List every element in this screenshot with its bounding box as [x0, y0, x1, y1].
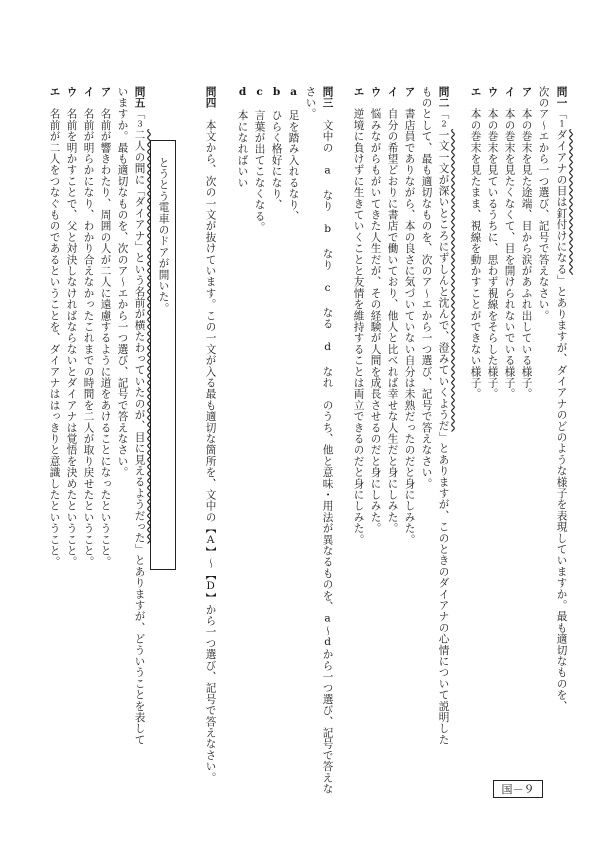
q4-prompt-text: 本文から、次の一文が抜けています。この一文が入る最も適切な箇所を、文中の【A】～【D】から一つ選び、記号で答えなさい。: [204, 119, 217, 784]
q5-option-i-text: 名前が明らかになり、わかり合えなかったこれまでの時間を二人が取り戻せたということ。: [82, 108, 95, 568]
q3-prompt-text: 文中の a なり b なり c なる d なれ のうち、他と意味・用法が異なるものを、a～dから一つ選び、記号で答えな: [321, 119, 334, 795]
q5-prompt-line2: いますか。最も適切なものを、次のア～エから一つ選び、記号で答えなさい。: [116, 86, 129, 478]
q1-ref-number: 1: [557, 119, 567, 130]
q3-option-d: [237, 86, 248, 188]
q1-option-i: [504, 86, 515, 400]
q2-ref-number: 2: [439, 119, 449, 130]
q5-option-i-mark: イ: [82, 86, 95, 98]
q2-quote: 一文一文が深いところにずしんと沈んで、澄みていくようだ: [437, 129, 450, 432]
q1-option-u-mark: ウ: [486, 86, 499, 98]
q1-option-e: [470, 86, 481, 400]
q3-option-c-mark: c: [253, 86, 266, 99]
q1-prompt-text: 」とありますが、ダイアナのどのような様子を表現していますか。最も適切なものを、: [555, 274, 568, 712]
q1-quote: ダイアナの目は釘付けになる: [555, 129, 568, 275]
q3-option-b: [271, 86, 282, 211]
q5-option-a-text: 名前が響きわたり、周囲の人が二人に遠慮するように道をあけることになったということ。: [99, 108, 112, 568]
q2-option-u-text: 悩みながらもがいてきた人生だが、その経験が人間を成長させるのだと身にしみた。: [369, 108, 382, 535]
q2-prompt-text: 」とありますが、このときのダイアナの心情について説明した: [437, 431, 450, 746]
q2-option-e-text: 逆境に負けずに生きていくことと友情を維持することは両立できるのだと身にしみた。: [352, 108, 365, 546]
q3-option-a: [288, 86, 299, 222]
q3-option-c: [254, 86, 265, 233]
q1-option-i-text: 本の巻末を見たくなくて、目を開けられないでいる様子。: [503, 108, 516, 400]
q5-option-i: [83, 86, 94, 568]
q4-label: 問四: [204, 86, 217, 109]
q2-option-a: [404, 86, 415, 545]
q5-option-e: [49, 86, 60, 568]
q4-prompt: [205, 86, 216, 783]
q5-option-u-text: 名前を明かすことで、父と対決しなければならないとダイアナは覚悟を決めたということ。: [65, 108, 78, 568]
q1-option-u-text: 本の巻末を見ているうちに、思わず視線をそらした様子。: [486, 108, 499, 400]
q1-option-a-mark: ア: [520, 86, 533, 98]
q5-option-e-text: 名前が二人をつなぐものであるということを、ダイアナははっきりと意識したということ。: [48, 108, 61, 568]
q3-option-d-text: 本になればいい: [236, 109, 249, 189]
q3-option-a-mark: a: [287, 86, 300, 99]
q1-option-a-text: 本の巻末を見た途端、目から涙があふれ出している様子。: [520, 108, 533, 400]
q2-label: 問二: [437, 86, 450, 109]
q2-option-u: [370, 86, 381, 534]
q5-ref-number: 3: [135, 119, 145, 130]
q1-option-e-text: 本の巻末を見たまま、視線を動かすことができない様子。: [469, 108, 482, 400]
q2-option-i: [387, 86, 398, 534]
q1-prompt-line1: 問一「1ダイアナの目は釘付けになる」とありますが、ダイアナのどのような様子を表現していますか。最も適切なものを、: [555, 86, 568, 712]
q2-option-i-mark: イ: [386, 86, 399, 98]
q2-option-i-text: 自分の希望どおりに書店で働いており、他人と比べれば幸せな人生だと身にしみた。: [386, 108, 399, 535]
page-number: 国－９: [493, 780, 543, 798]
q2-prompt-line1: 問二「2一文一文が深いところにずしんと沈んで、澄みていくようだ」とありますが、このときのダイアナの心情について説明した: [437, 86, 450, 746]
q2-option-e-mark: エ: [352, 86, 365, 98]
q3-option-b-mark: b: [270, 86, 283, 99]
q2-prompt-line2: ものとして、最も適切なものを、次のア～エから一つ選び、記号で答えなさい。: [420, 86, 433, 490]
q5-option-a: [100, 86, 111, 568]
q5-quote: 二人の間に「ダイアナ」という名前が横たわっていたのが、目に見えるようだった: [133, 129, 146, 544]
q1-option-i-mark: イ: [503, 86, 516, 98]
q5-prompt-line1: 問五「3二人の間に「ダイアナ」という名前が横たわっていたのが、目に見えるようだった」とありますが、どういうことを表して: [133, 86, 146, 746]
q5-option-a-mark: ア: [99, 86, 112, 98]
q3-option-c-text: 言葉が出てこなくなる。: [253, 109, 266, 234]
q5-prompt-text: 」とありますが、どういうことを表して: [133, 543, 146, 746]
q5-option-u: [66, 86, 77, 568]
q5-option-e-mark: エ: [48, 86, 61, 98]
q1-option-a: [521, 86, 532, 400]
q3-option-a-text: 足を踏み入れるなり、: [287, 109, 300, 222]
q5-option-u-mark: ウ: [65, 86, 78, 98]
q1-prompt-line2: 次のア～エから一つ選び、記号で答えなさい。: [537, 86, 550, 322]
q5-label: 問五: [133, 86, 146, 109]
q2-option-a-text: 書店員でありながら、本の良さに気づいていない自分は未熟だったのだと身にしみた。: [403, 108, 416, 546]
q1-label: 問一: [555, 86, 568, 109]
q3-option-d-mark: d: [236, 86, 249, 99]
q1-option-u: [487, 86, 498, 400]
q3-option-b-text: ひらく格好になり、: [270, 109, 283, 211]
q2-option-e: [353, 86, 364, 545]
q3-prompt-line2: さい。: [304, 86, 317, 120]
q2-option-u-mark: ウ: [369, 86, 382, 98]
q3-prompt-line1: [322, 86, 333, 794]
q4-inserted-sentence: とうとう電車のドアが開いた。: [157, 157, 170, 314]
q2-option-a-mark: ア: [403, 86, 416, 98]
q1-option-e-mark: エ: [469, 86, 482, 98]
q4-inserted-sentence-box: [150, 140, 176, 570]
q3-label: 問三: [321, 86, 334, 109]
